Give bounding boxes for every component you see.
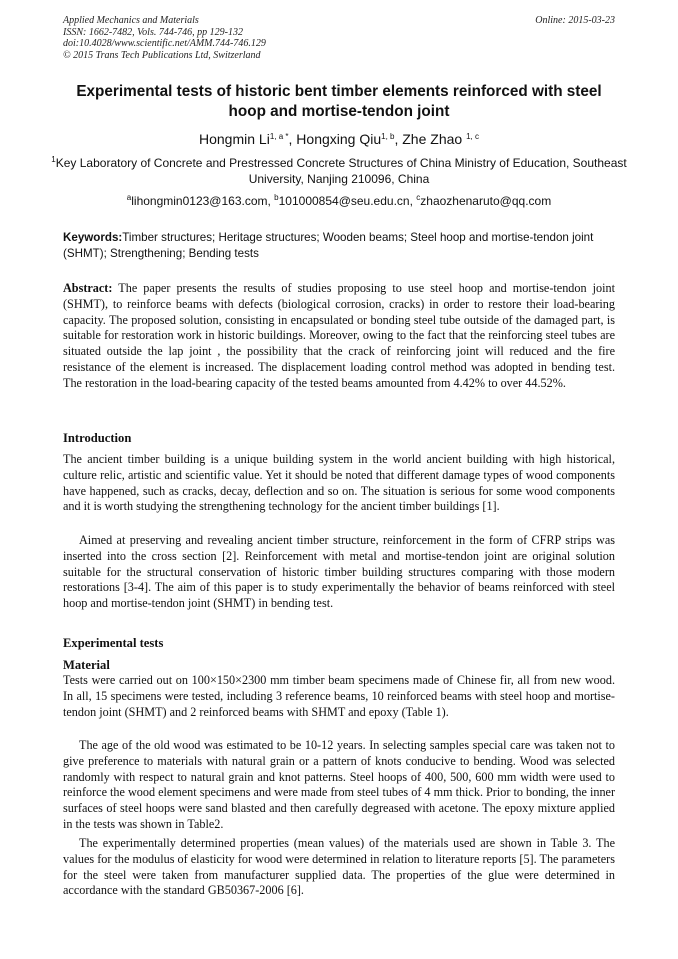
introduction-paragraph: The ancient timber building is a unique building system in the world ancient building with high historical, culture relic, artistic and scientific value. Yet it should be noted that different damage types of wood components have happened, such as cracks, decay, deflection and so on. The situation is serious for some wood components and it is worth studying the strengthening technology for the ancient timber buildings [1].: [63, 452, 615, 514]
email: $^a$lihongmin0123@163.com,: [126, 193, 275, 208]
issn-line: ISSN: 1662-7482, Vols. 744-746, pp 129-132: [63, 26, 243, 38]
material-paragraph: The experimentally determined properties (mean values) of the materials used are shown in Table 3. The values for the modulus of elasticity for wood were determined in relation to literature reports [5]. The parameters for the steel were taken from manufacturer supplied data. The properties of the glue were determined in accordance with the standard GB50367-2006 [6].: [63, 836, 615, 898]
paper-title: Experimental tests of historic bent timber elements reinforced with steel hoop and mortise-tendon joint: [76, 83, 602, 120]
abstract: [63, 281, 615, 392]
introduction-heading: Introduction: [63, 431, 132, 445]
email: $^b$101000854@seu.edu.cn,: [274, 193, 417, 208]
abstract-label: Abstract:: [63, 281, 113, 295]
journal-name: Applied Mechanics and Materials: [63, 15, 199, 26]
affiliation: $^1$Key Laboratory of Concrete and Prestressed Concrete Structures of China Ministry of Education, Southeast University, Nanjing 210096, China: [51, 155, 627, 186]
abstract-text: The paper presents the results of studies proposing to use steel hoop and mortise-tendon joint (SHMT), to reinforce beams with defects (biological corrosion, cracks) in order to restore their load-bearing capacity. The proposed solution, consisting in encapsulated or bonding steel tube outside of the damaged part, is suitable for restoration work in historic buildings. Moreover, owing to the fact that the reinforcing steel tubes are situated outside the lap joint , the possibility that the crack of reinforcing joint will reduced and the fire resistance of the element is increased. The displacement loading control method was adopted in bending test. The restoration in the load-bearing capacity of the tested beams amounted from 4.42% to over 44.52%.: [63, 281, 615, 390]
material-paragraph: Tests were carried out on 100×150×2300 mm timber beam specimens made of Chinese fir, all from new wood. In all, 15 specimens were tested, including 3 reference beams, 10 reinforced beams with steel hoop and mortise-tendon joint (SHMT) and 2 reinforced beams with SHMT and epoxy (Table 1).: [63, 673, 615, 719]
author: Hongmin $Li^{1, a *}$,: [199, 131, 297, 147]
copyright-line: © 2015 Trans Tech Publications Ltd, Switzerland: [63, 49, 261, 61]
doi-line: doi:10.4028/www.scientific.net/AMM.744-746.129: [63, 38, 266, 49]
introduction-paragraph: Aimed at preserving and revealing ancient timber structure, reinforcement in the form of CFRP strips was inserted into the cross section [2]. Reinforcement with metal and mortise-tendon joint are original solution suitable for the structural conservation of historic timber building structures comparing with those modern restorations [3-4]. The aim of this paper is to study experimentally the behavior of beams reinforced with steel hoop and mortise-tendon joint (SHMT) in bending test.: [63, 533, 615, 611]
email: $^c$zhaozhenaruto@qq.com: [416, 193, 552, 208]
author-emails: [40, 193, 638, 209]
material-paragraph: The age of the old wood was estimated to be 10-12 years. In selecting samples special care was taken not to give preference to materials with natural grain or a pattern of knots conducive to bending. Wood was selected randomly with respect to natural grain and knot patterns. Steel hoops of 400, 500, 600 mm width were used to reinforce the wood element specimens and were made from steel tubes of 4 mm thick. Prior to bonding, the inner surfaces of steel hoops were sand blasted and then carefully degreased with acetone. The epoxy mixture applied in the tests was shown in Table2.: [63, 738, 616, 831]
author-list: [40, 130, 638, 148]
author: Zhe Zhao $^{1, c}$: [402, 131, 479, 147]
keywords-text: Timber structures; Heritage structures; Wooden beams; Steel hoop and mortise-tendon joint (SHMT); Strengthening; Bending tests: [63, 231, 594, 260]
author: Hongxing Qiu$^{1, b}$,: [296, 131, 403, 147]
journal-header: [63, 15, 615, 61]
experimental-tests-heading: Experimental tests: [63, 636, 164, 650]
material-subheading: Material: [63, 658, 110, 672]
keywords: [63, 230, 615, 261]
keywords-label: Keywords:: [63, 231, 123, 244]
online-date: Online: 2015-03-23: [535, 15, 615, 26]
